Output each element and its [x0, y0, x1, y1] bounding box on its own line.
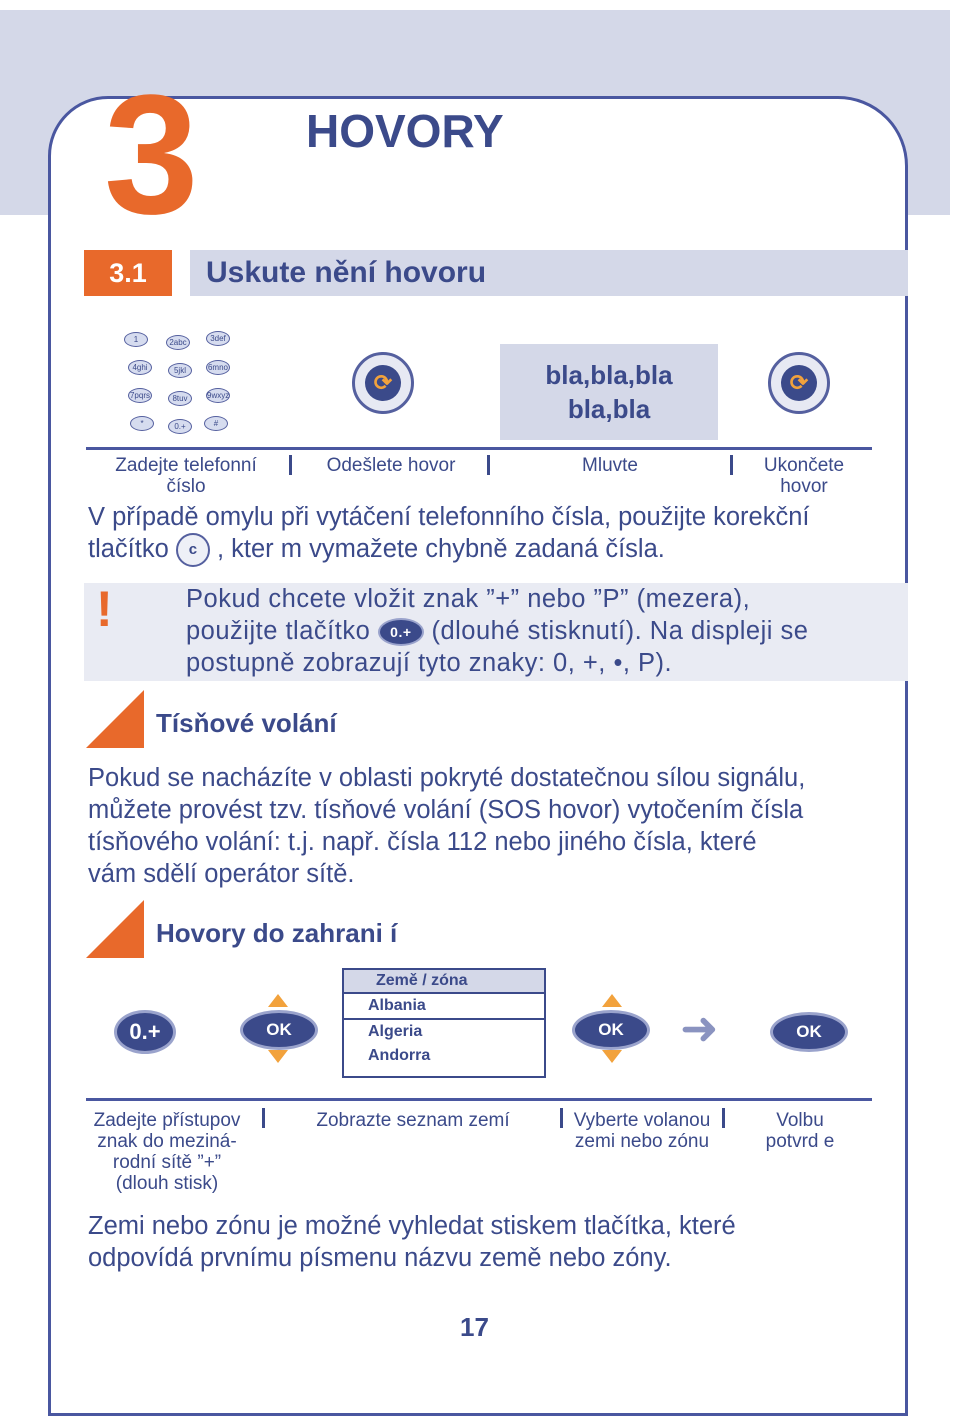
step-text: rodní sítě ”+”	[112, 1152, 222, 1173]
divider	[86, 1098, 872, 1101]
keypad-icon	[124, 328, 234, 438]
key-8: 8tuv	[168, 391, 192, 406]
text: tlačítko	[88, 535, 169, 563]
step-text: Zadejte telefonní	[115, 455, 257, 476]
correction-line-1: V případě omylu při vytáčení telefonního čísla, použijte korekční	[88, 503, 810, 531]
step-text: Volbu	[776, 1110, 824, 1131]
note-text	[186, 583, 886, 679]
section-number: 3.1	[84, 250, 172, 296]
send-call-button-icon	[352, 352, 414, 414]
paragraph-line: Zemi nebo zónu je možné vyhledat stiskem tlačítka, které	[88, 1212, 736, 1240]
bubble-line-1: bla,bla,bla	[545, 360, 673, 390]
step-text: Vyberte volanou	[573, 1110, 711, 1131]
step-confirm	[748, 1110, 852, 1152]
separator	[487, 455, 490, 475]
phone-icon: ⟳	[781, 365, 817, 401]
list-title: Země / zóna	[344, 970, 544, 992]
key-5: 5jkl	[168, 363, 192, 378]
note-line-2	[186, 615, 886, 647]
step-text: (dlouh stisk)	[115, 1173, 219, 1194]
international-heading: Hovory do zahrani í	[156, 918, 398, 948]
divider	[86, 447, 872, 450]
step-text: číslo	[166, 476, 206, 497]
speech-bubble	[500, 344, 718, 440]
ok-nav-key-icon: OK	[240, 1010, 318, 1050]
correction-paragraph	[88, 501, 888, 567]
key-6: 6mno	[206, 360, 230, 375]
separator	[289, 455, 292, 475]
arrow-down-icon	[268, 1050, 288, 1063]
note-line-3: postupně zobrazují tyto znaky: 0, +, •, P).	[186, 649, 673, 677]
key-3: 3def	[206, 331, 230, 346]
step-text: zemi nebo zónu	[574, 1131, 710, 1152]
exclamation-icon: !	[96, 581, 113, 637]
key-2: 2abc	[166, 335, 190, 350]
page-number: 17	[460, 1312, 489, 1342]
key-4: 4ghi	[128, 360, 152, 375]
arrow-up-icon	[602, 994, 622, 1007]
country-item: Algeria	[368, 1023, 423, 1040]
text: , kter m vymažete chybně zadaná čísla.	[216, 535, 665, 563]
separator	[730, 455, 733, 475]
step-show-list: Zobrazte seznam zemí	[316, 1110, 510, 1131]
step-text: potvrd e	[765, 1131, 835, 1152]
paragraph-line: můžete provést tzv. tísňové volání (SOS hovor) vytočením čísla	[88, 796, 804, 824]
paragraph-line: tísňového volání: t.j. např. čísla 112 nebo jiného čísla, které	[88, 828, 757, 856]
chapter-title: HOVORY	[306, 105, 504, 157]
arrow-down-icon	[602, 1050, 622, 1063]
arrow-right-icon: ➜	[680, 1002, 719, 1054]
key-1: 1	[124, 332, 148, 347]
country-list-screen	[342, 968, 546, 1078]
step-text: Zadejte přístupov	[93, 1110, 241, 1131]
separator	[722, 1108, 725, 1128]
ok-nav-key-icon: OK	[572, 1010, 650, 1050]
bubble-line-2: bla,bla	[567, 394, 651, 424]
country-item: Andorra	[368, 1047, 431, 1064]
correction-line-2	[88, 533, 888, 567]
paragraph-line: Pokud se nacházíte v oblasti pokryté dostatečnou sílou signálu,	[88, 764, 806, 792]
emergency-heading: Tísňové volání	[156, 708, 337, 738]
key-star: *	[130, 416, 154, 431]
key-7: 7pqrs	[128, 388, 152, 403]
step-access-code	[86, 1110, 248, 1194]
step-end-call	[746, 455, 862, 497]
key-0: 0.+	[168, 419, 192, 434]
text: použijte tlačítko	[186, 617, 371, 645]
key-9: 9wxyz	[206, 388, 230, 403]
emergency-paragraph	[88, 762, 878, 890]
phone-icon: ⟳	[365, 365, 401, 401]
arrow-up-icon	[268, 994, 288, 1007]
step-talk: Mluvte	[582, 455, 638, 476]
note-line-1: Pokud chcete vložit znak ”+” nebo ”P” (mezera),	[186, 585, 751, 613]
paragraph-line: odpovídá prvnímu písmenu názvu země nebo zóny.	[88, 1244, 672, 1272]
text: (dlouhé stisknutí). Na displeji se	[431, 617, 809, 645]
zero-plus-key-icon: 0.+	[378, 618, 424, 646]
paragraph-line: vám sdělí operátor sítě.	[88, 860, 355, 888]
step-text: hovor	[780, 476, 828, 497]
step-text: znak do meziná-	[97, 1131, 237, 1152]
step-send-call: Odešlete hovor	[326, 455, 456, 476]
key-hash: #	[204, 416, 228, 431]
ok-key-icon: OK	[770, 1012, 848, 1052]
zero-plus-key-icon: 0.+	[114, 1010, 176, 1054]
country-item: Albania	[344, 992, 544, 1020]
c-key-icon: c	[176, 533, 210, 567]
chapter-number: 3	[104, 60, 195, 250]
step-text: Ukončete	[763, 455, 845, 476]
section-title: Uskute nění hovoru	[206, 256, 487, 289]
separator	[262, 1108, 265, 1128]
end-call-button-icon	[768, 352, 830, 414]
search-hint-paragraph	[88, 1210, 878, 1274]
step-select-country	[562, 1110, 722, 1152]
step-enter-number	[100, 455, 272, 497]
